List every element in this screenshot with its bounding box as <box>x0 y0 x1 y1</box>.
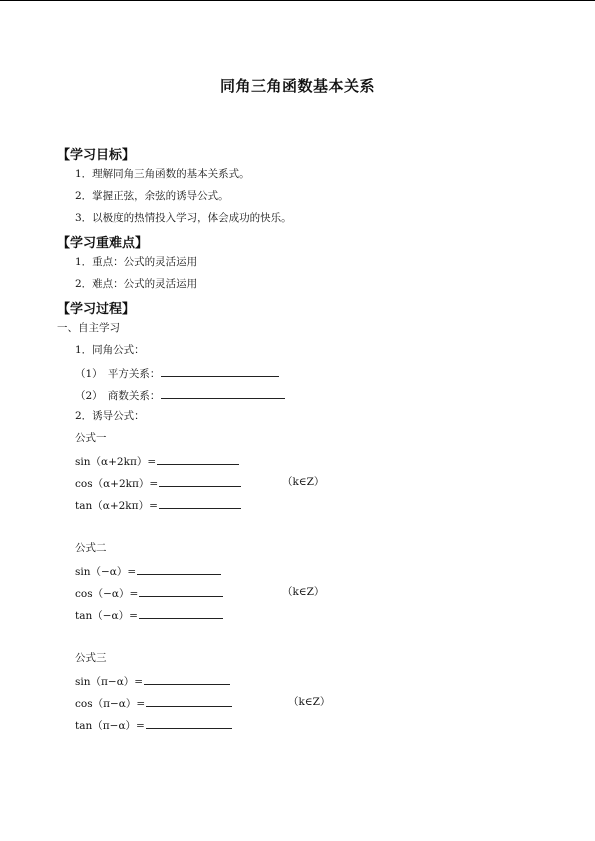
formula2-sin-blank[interactable] <box>137 563 221 575</box>
formula2-label: 公式二 <box>75 542 107 554</box>
formula2-cos-expr: cos（−α）= <box>75 588 139 600</box>
formula1-sin-expr: sin（α+2kπ）= <box>75 456 157 468</box>
square-relation-row <box>75 365 279 381</box>
formula1-tan-expr: tan（α+2kπ）= <box>75 500 158 512</box>
objective-item-3: 3．以极度的热情投入学习，体会成功的快乐。 <box>75 212 292 224</box>
formula2-sin-row <box>75 563 221 579</box>
key-point-item-2: 2．难点：公式的灵活运用 <box>75 278 198 290</box>
formula1-sin-row <box>75 453 239 469</box>
quotient-relation-row <box>75 387 285 403</box>
square-relation-label: （1） 平方关系： <box>75 368 161 380</box>
key-point-item-1: 1．重点：公式的灵活运用 <box>75 256 198 268</box>
induction-label: 2．诱导公式： <box>75 410 145 422</box>
formula3-sin-blank[interactable] <box>144 673 230 685</box>
quotient-relation-blank[interactable] <box>161 387 285 399</box>
objective-item-1: 1．理解同角三角函数的基本关系式。 <box>75 168 250 180</box>
top-border-rule <box>0 0 595 1</box>
process-heading: 【学习过程】 <box>57 302 136 317</box>
formula1-cos-blank[interactable] <box>159 475 241 487</box>
formula2-tan-row <box>75 607 223 623</box>
formula3-cos-expr: cos（π−α）= <box>75 698 146 710</box>
formula3-sin-expr: sin（π−α）= <box>75 676 144 688</box>
formula2-tan-blank[interactable] <box>139 607 223 619</box>
formula3-label: 公式三 <box>75 652 107 664</box>
formula2-tan-expr: tan（−α）= <box>75 610 138 622</box>
formula1-k-note: （k∈Z） <box>282 476 325 488</box>
formula3-tan-expr: tan（π−α）= <box>75 720 145 732</box>
formula3-k-note: （k∈Z） <box>288 696 331 708</box>
formula1-tan-row <box>75 497 241 513</box>
page-title: 同角三角函数基本关系 <box>219 77 375 95</box>
formula2-sin-expr: sin（−α）= <box>75 566 137 578</box>
formula1-sin-blank[interactable] <box>157 453 239 465</box>
formula1-cos-row <box>75 475 241 491</box>
formula1-cos-expr: cos（α+2kπ）= <box>75 478 159 490</box>
quotient-relation-label: （2） 商数关系： <box>75 390 161 402</box>
formula1-tan-blank[interactable] <box>159 497 241 509</box>
same-angle-label: 1．同角公式： <box>75 344 145 356</box>
formula3-tan-blank[interactable] <box>146 717 232 729</box>
formula2-cos-blank[interactable] <box>139 585 223 597</box>
formula1-label: 公式一 <box>75 432 107 444</box>
square-relation-blank[interactable] <box>161 365 279 377</box>
objective-item-2: 2．掌握正弦，余弦的诱导公式。 <box>75 190 229 202</box>
formula2-k-note: （k∈Z） <box>282 586 325 598</box>
formula2-cos-row <box>75 585 223 601</box>
formula3-tan-row <box>75 717 232 733</box>
self-study-label: 一、自主学习 <box>57 322 120 334</box>
key-points-heading: 【学习重难点】 <box>57 236 149 251</box>
formula3-sin-row <box>75 673 230 689</box>
formula3-cos-blank[interactable] <box>146 695 232 707</box>
formula3-cos-row <box>75 695 232 711</box>
objectives-heading: 【学习目标】 <box>57 148 136 163</box>
